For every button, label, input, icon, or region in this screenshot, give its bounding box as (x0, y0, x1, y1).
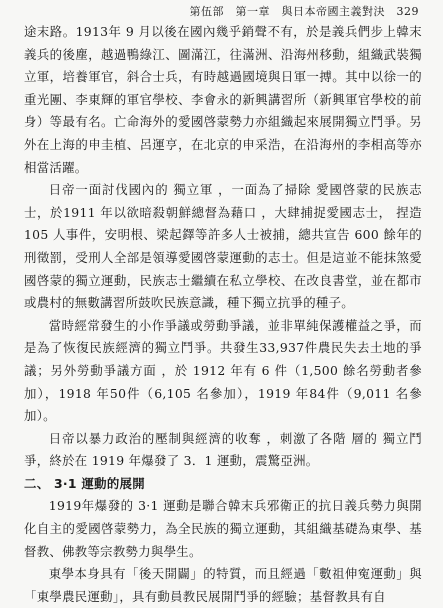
paragraph: 當時經常發生的小作爭議或勞動爭議，並非單純保護權益之爭，而是為了恢復民族經濟的獨立鬥爭。共發生33,937件農民失去土地的爭議；另外勞動爭議方面 ，於 1912 年有 6 件（1,500 餘名勞動者參加），1918 年50件（6,105 名參加），1919 年84件（9,011 名參加）。 (24, 317, 422, 424)
paragraph: 東學本身具有「後天開闢」的特質，而且經過「數祖伸寃運動」與「東學農民運動」，具有動員教民展開鬥爭的經驗；基督教具有自 (24, 566, 422, 604)
paragraph: 日帝以暴力政治的壓制與經濟的收奪 ，刺激了各階 層的 獨立鬥爭，終於在 1919 年爆發了 3．1 運動，震驚亞洲。 (24, 430, 422, 469)
section-heading: 二、 3·1 運動的展開 (24, 475, 145, 491)
paragraph: 1919年爆發的 3·1 運動是聯合韓末兵邪衛正的抗日義兵勢力與開化自主的愛國啓蒙勢力，為全民族的獨立運動，其組織基礎為東學、基督教、佛教等宗教勢力與學生。 (24, 498, 422, 559)
paragraph: 日帝一面討伐國內的 獨立軍 ，一面為了掃除 愛國啓蒙的民族志士，於1911 年以欲暗殺朝鮮總督為藉口 ，大肆捕捉愛國志士， 捏造 105 人事件，安明根、梁起鐸等許多人士被捕，總共宣告 600 餘年的刑徵罰，受刑人全部是領導愛國啓蒙運動的志士。但是這並不能抹煞愛國啓蒙的獨立運動，民族志士繼續在私立學校、在改良書堂，並在都市或農村的無數講習所鼓吹民族意識，種下獨立抗爭的種子。 (24, 182, 422, 311)
running-header: 第伍部 第一章 與日本帝國主義對決 329 (189, 5, 419, 18)
paragraph-continued: 途末路。1913年 9 月以後在國內幾乎銷聲不有，於是義兵們步上韓末義兵的後塵，越過鴨綠江、圖滿江，往滿洲、沿海州移動，組織武裝獨立軍，培養軍官，斜合士兵，有時越過國境與日軍一搏。其中以徐一的重光團、李東輝的軍官學校、李會永的新興講習所（新興軍官學校的前身）等最有名。亡命海外的愛國啓蒙勢力亦組織起來展開獨立鬥爭。另外在上海的申圭植、呂運亨，在北京的申采浩，在沿海州的李相高等亦相當活躍。 (24, 24, 422, 175)
body-text (24, 21, 422, 608)
